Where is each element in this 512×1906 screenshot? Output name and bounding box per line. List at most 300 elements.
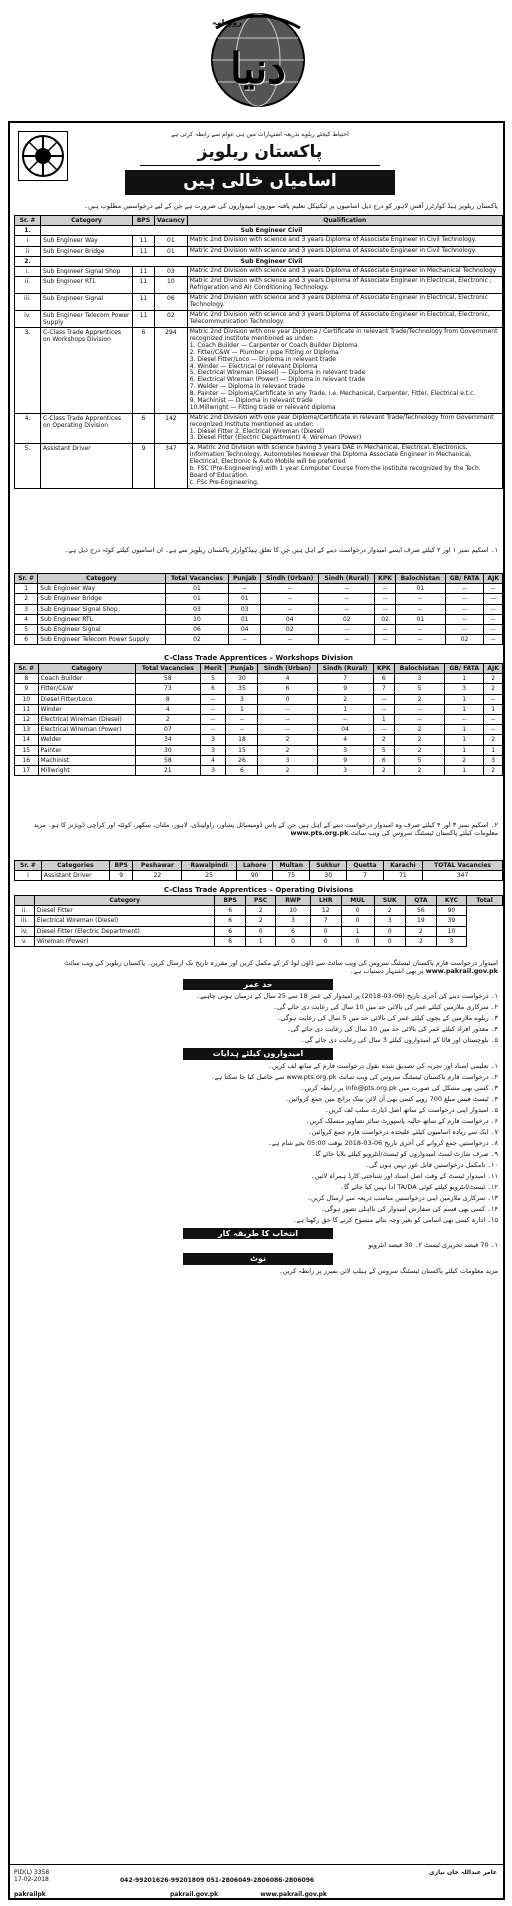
table-cell: 4 [200,755,226,765]
table-cell: -- [484,635,503,645]
sr-cell: 4. [15,413,41,444]
table-cell: 1 [445,694,484,704]
column-header: KPK [375,574,396,584]
column-header: AJK [484,664,503,674]
list-item: ۷۔ ایک سے زیادہ اسامیوں کیلئے علیحدہ درخواست فارم جمع کروائیں۔ [307,1127,498,1136]
table-cell: -- [200,714,226,724]
table-cell: 2 [373,735,394,745]
table-cell: 17 [15,765,39,775]
column-header: Punjab [229,574,261,584]
table-cell: Coach Builder [38,674,136,684]
newspaper-name: دنیا [230,44,286,93]
table-cell: 0 [310,936,341,946]
table-cell: 01 [229,594,261,604]
table-cell: 7 [373,684,394,694]
table-cell: 1 [445,674,484,684]
org-title: پاکستان ریلویز [140,142,380,166]
list-item: ۸۔ درخواستیں جمع کروانے کی آخری تاریخ 06-03-2018 بوقت 05:00 بجے شام ہے۔ [268,1138,498,1147]
table-row [15,594,503,604]
table-cell: -- [445,624,484,634]
table-cell: -- [445,604,484,614]
column-header: Vacancy [155,216,188,226]
table-row [15,413,503,444]
railways-emblem [18,131,68,181]
table-cell: 07 [136,725,200,735]
list-item: ۹۔ صرف شارٹ لسٹ امیدواروں کو ٹیسٹ/انٹرویو کیلئے بلایا جائے گا۔ [311,1149,498,1158]
table-cell: 1 [317,704,373,714]
assistant-driver-table [14,860,503,881]
table-cell: 2 [394,735,444,745]
table-cell: 6 [373,674,394,684]
table-row [15,871,503,881]
table-cell: 2 [406,926,437,936]
column-header: Quetta [347,861,383,871]
bps-cell: 11 [133,293,155,310]
table-cell: 6 [226,765,258,775]
table-cell: Sub Engineer Signal Shop [38,604,165,614]
table-cell: 2 [394,694,444,704]
table-row [15,277,503,294]
vacancy-cell: 03 [155,266,188,276]
table-cell: 1 [445,745,484,755]
column-header: LHR [310,896,341,906]
section-number: 1. [15,226,41,236]
railway-badge-icon [19,132,67,180]
table-cell: -- [319,635,375,645]
table-cell: 2 [317,694,373,704]
table-cell: -- [445,594,484,604]
table-row [15,635,503,645]
table-cell: 71 [383,871,422,881]
qualification-line: 10.Millwright — Fitting trade or relevant diploma [189,403,336,411]
table-cell: -- [319,624,375,634]
column-header: Balochistan [395,574,445,584]
column-header: QTA [406,896,437,906]
bps-cell: 11 [133,310,155,327]
table-cell: 9 [317,755,373,765]
table-cell: -- [317,714,373,724]
table-row [15,624,503,634]
social-handle-link[interactable]: pakrailpk [14,1891,46,1898]
pid-number: PID(L) 3358 [14,1869,50,1876]
table-cell: 58 [136,674,200,684]
qualification-line: Matric 2nd Division with science and 3 years Diploma of Associate Engineer in Electrical, Electronic , Refrigeration and Air Conditioning Technology. [189,277,492,292]
section-title: Sub Engineer Civil [41,256,503,266]
list-item: ۱۰۔ نامکمل درخواستیں قابل غور نہیں ہوں گی۔ [365,1160,498,1169]
table-cell: 2 [258,745,317,755]
list-item: ۳۔ کسی بھی مشکل کی صورت میں info@pts.org.pk پر رابطہ کریں۔ [300,1083,498,1092]
table-cell: Painter [38,745,136,755]
bps-cell: 11 [133,277,155,294]
table-cell: 56 [406,906,437,916]
table-row [15,236,503,246]
table-cell: 9 [15,684,39,694]
table-cell: 30 [226,674,258,684]
table-cell: 3 [374,916,406,926]
table-cell: 1 [445,735,484,745]
table-cell: 1 [15,584,38,594]
table-cell: 01 [395,614,445,624]
list-item: ۱۵۔ ادارہ کسی بھی اسامی کو بغیر وجہ بتائے منسوخ کرنے کا حق رکھتا ہے۔ [292,1215,498,1224]
table-cell: 4 [258,674,317,684]
column-header: BPS [109,861,133,871]
pts-website-link[interactable]: www.pts.org.pk [290,828,349,837]
table-cell: 2 [258,735,317,745]
category-cell: Sub Engineer Telecom Power Supply [41,310,133,327]
table-cell: 02 [165,635,229,645]
vacancy-cell: 10 [155,277,188,294]
table-cell: 7 [317,674,373,684]
table-cell: 6 [373,755,394,765]
table-cell: -- [484,725,503,735]
column-header: Sindh (Urban) [261,574,319,584]
pakrail-full-link[interactable]: www.pakrail.gov.pk [260,1891,327,1898]
qualification-line: Matric 2nd Division with one year Diploma/Certificate in relevant Trade/Technology from Government recognized Institute mentioned as under: [189,413,494,428]
column-header: Sindh (Rural) [319,574,375,584]
table-cell: 2 [484,765,503,775]
table-cell: 9 [109,871,133,881]
column-header: Rawalpindi [182,861,237,871]
table-cell: Sub Engineer Way [38,584,165,594]
table-cell: 90 [436,906,466,916]
qualification-line: 6. Electrical Wireman (Power) — Diploma in relevant trade [189,376,366,384]
table-cell: -- [373,725,394,735]
table-cell: 2 [394,725,444,735]
newspaper-masthead [0,0,512,120]
table-cell: 26 [226,755,258,765]
table-cell: 0 [276,936,311,946]
table-cell: 02 [445,635,484,645]
list-item: ۱۔ 70 فیصد تحریری ٹیسٹ ۲۔ 30 فیصد انٹرویو [368,1241,498,1250]
column-header: Sr. # [15,216,41,226]
vacancies-banner: اسامیاں خالی ہیں [125,170,395,195]
table-cell: 3 [258,755,317,765]
note-list [18,1268,498,1276]
pakrail-site-link[interactable] [170,1891,327,1898]
column-header: TOTAL Vacancies [423,861,503,871]
table-cell: 8 [15,674,39,684]
vacancy-cell: 02 [155,310,188,327]
instructions-list [18,1063,498,1225]
column-header: SUK [374,896,406,906]
table-cell: 7 [347,871,383,881]
qualification-line: a. Matric 2nd Division with science having 3 years DAE in Mechanical, Electrical, Electronics, Information Technology, Automobiles however the Diploma Associate Engineer in Mechanical, Electrical, Electronic & Auto Mobile will be preferred [189,444,472,466]
table-cell: 16 [15,755,39,765]
table-cell: 02 [261,624,319,634]
table-row [15,674,503,684]
table-row [15,444,503,488]
sr-cell: ii. [15,277,41,294]
helpline-numbers: 042-99201626-99201809 051-2806049-2806086-2806096 [120,1877,315,1884]
table-cell: Sub Engineer RTL [38,614,165,624]
column-header: Category [41,216,133,226]
ad-footer [10,1864,503,1900]
table-cell: 1 [373,714,394,724]
note-heading: نوٹ [183,1253,333,1265]
list-item: ۱۱۔ امیدوار ٹیسٹ کے وقت اصل اسناد اور شناختی کارڈ ہمراہ لائیں۔ [310,1171,498,1180]
table-row [15,916,503,926]
table-cell: 1 [445,725,484,735]
table-cell: 25 [182,871,237,881]
qualification-line: Matric 2nd Division with one year Diploma / Certificate in relevant Trade/Technology from Government recognized Institute mentioned as under: [189,328,498,342]
table-cell: 2 [445,755,484,765]
table-cell: Sub Engineer Bridge [38,594,165,604]
table-cell: 0 [310,926,341,936]
signatory-name: عامر عبداللہ خان نیازی [429,1869,497,1876]
table-cell: 13 [15,725,39,735]
table-cell: i [15,871,42,881]
table-row [15,310,503,327]
table-cell: 01 [165,584,229,594]
table-cell: 1 [341,926,374,936]
table-cell: 10 [436,926,466,936]
table-cell: Diesel Fitter [34,906,214,916]
vacancy-cell: 347 [155,444,188,488]
table-cell: 90 [236,871,272,881]
table-cell: 01 [229,614,261,624]
table-cell: Fitter/C&W [38,684,136,694]
table-cell: -- [394,704,444,714]
table-cell: -- [319,584,375,594]
table-row [15,584,503,594]
table-cell: Electrical Wireman (Diesel) [38,714,136,724]
column-header: BPS [215,896,246,906]
column-header: Categories [41,861,109,871]
vacancy-cell: 06 [155,293,188,310]
column-header: Sr. # [15,861,42,871]
table-cell: 3 [484,755,503,765]
bps-cell: 9 [133,444,155,488]
section-row [15,256,503,266]
sr-cell: 3. [15,328,41,414]
qualification-line: 5. Electrical Wireman (Diesel) — Diploma in relevant trade [189,369,366,377]
table-cell: 04 [229,624,261,634]
bps-cell: 11 [133,246,155,256]
table-cell: iv. [15,926,35,936]
table-cell: 3 [317,765,373,775]
table-cell: 0 [245,926,275,936]
pid-block [14,1869,49,1883]
table-cell: -- [394,714,444,724]
table-cell: 14 [15,735,39,745]
table-cell: -- [445,584,484,594]
table-cell: -- [319,604,375,614]
table-cell: Winder [38,704,136,714]
qualification-cell [187,310,502,327]
table-cell: 11 [15,704,39,714]
caution-note: احتیاط کیجئے ریلوے بذریعہ اشتہارات میں ہی عوام سے رابطہ کرتی ہے [171,131,349,138]
table-cell: 30 [310,871,347,881]
qualification-line: 3. Diesel Fitter (Electric Department) 4. Wireman (Power) [189,434,362,442]
table-cell: -- [258,714,317,724]
table-cell: -- [484,624,503,634]
list-item: ۶۔ درخواست فارم کے ساتھ حالیہ پاسپورٹ سائز تصاویر منسلک کریں۔ [305,1116,498,1125]
table-cell: 347 [423,871,503,881]
table-cell: 6 [215,916,246,926]
table-cell: 39 [436,916,466,926]
table-cell: -- [395,635,445,645]
table-cell: 6 [276,926,311,936]
column-header-sr [15,896,35,906]
table-cell: -- [200,725,226,735]
table-cell: 6 [215,906,246,916]
table-cell: -- [375,604,396,614]
category-cell: Sub Engineer RTL [41,277,133,294]
table-cell: -- [229,584,261,594]
pakrail-short-link[interactable]: pakrail.gov.pk [170,1891,219,1898]
list-item: ۱۴۔ کسی بھی قسم کی سفارش امیدوار کی نااہلی تصور ہوگی۔ [320,1204,498,1213]
sr-cell: iv. [15,310,41,327]
sr-cell: iii. [15,293,41,310]
table-cell: Machinist [38,755,136,765]
list-item: ۱۲۔ ٹیسٹ/انٹرویو کیلئے کوئی TA/DA ادا نہیں کیا جائے گا۔ [340,1182,498,1191]
list-item: ۵۔ بلوچستان اور فاٹا کے امیدواروں کیلئے 3 سال کی رعایت دی جائے گی۔ [300,1036,498,1045]
table-cell: -- [200,694,226,704]
table-cell: 12 [310,906,341,916]
qualification-line: Matric 2nd Division with science and 3 years Diploma of Associate Engineer in Mechanical Technology [189,266,497,274]
column-header: Karachi [383,861,422,871]
intro-text: پاکستان ریلویز ہیڈ کوارٹرز آفس لاہور کو درج ذیل اسامیوں پر ٹیکنیکل تعلیم یافتہ موزوں امیدواروں کی ضرورت ہے جن کے لیے درخواستیں مطلوب ہیں۔ [84,202,498,210]
table-cell: 2 [258,765,317,775]
qualification-line: 3. Diesel Fitter/Loco — Diploma in relevant trade [189,355,336,363]
newspaper-subtitle: روزنامہ [212,18,242,27]
qualification-line: Matric 2nd Division with science and 3 years Diploma of Associate Engineer in Civil Technology. [189,246,477,254]
section-title: Sub Engineer Civil [41,226,503,236]
table-cell: 6 [215,926,246,936]
qualification-cell [187,328,502,414]
column-header: Sukkur [310,861,347,871]
category-cell: Sub Engineer Bridge [41,246,133,256]
table-cell: 06 [165,624,229,634]
list-item: ۴۔ معذور افراد کیلئے عمر کی بالائی حد میں 10 سال کی رعایت دی جائے گی۔ [286,1025,498,1034]
table-cell: 7 [310,916,341,926]
table-cell: 3 [200,745,226,755]
bps-cell: 6 [133,413,155,444]
table-cell: 12 [15,714,39,724]
table-cell: 3 [200,765,226,775]
column-header: Sr. # [15,664,39,674]
table-cell: 3 [200,735,226,745]
quota-table-workshops [14,663,503,776]
section-number: 2. [15,256,41,266]
table-cell: 2 [484,674,503,684]
table-cell: Welder [38,735,136,745]
workshops-table-title: C-Class Trade Apprentices – Workshops Division [164,654,353,662]
table-cell: -- [226,725,258,735]
table-cell: 3 [276,916,311,926]
table-cell: 0 [374,926,406,936]
table-row [15,704,503,714]
age-limit-heading: حد عمر [183,979,333,991]
table-row [15,246,503,256]
job-advertisement [8,121,505,1900]
qualification-line: 7. Welder — Diploma in relevant trade [189,383,305,391]
table-cell: 2 [484,735,503,745]
column-header: RWP [276,896,311,906]
table-cell: 2 [373,765,394,775]
table-cell: --- [484,594,503,604]
table-cell: Wireman (Power) [34,936,214,946]
table-row [15,765,503,775]
table-cell: -- [261,604,319,614]
table-cell: 15 [15,745,39,755]
table-cell: 03 [165,604,229,614]
list-item: ۱۳۔ سرکاری ملازمین اپنی درخواستیں مناسب ذریعہ سے ارسال کریں۔ [307,1193,498,1202]
table-row [15,906,503,916]
table-cell: 22 [133,871,182,881]
table-row [15,714,503,724]
qualification-line: Matric 2nd Division with science and 3 years Diploma of Associate Engineer in Electrical, Electronic, Telecommunication Technology. [189,310,490,325]
table-cell: 04 [261,614,319,624]
table-cell: -- [375,624,396,634]
qualification-line: c. FSc Pre-Engineering. [189,478,259,486]
table-cell: 3 [226,694,258,704]
table-cell: -- [373,704,394,714]
table-cell: 1 [226,704,258,714]
table-cell: 6 [15,635,38,645]
table-cell: -- [484,604,503,614]
apply-paragraph [18,960,498,976]
table-cell: 15 [226,745,258,755]
table-cell: 2 [136,714,200,724]
category-cell: Sub Engineer Signal [41,293,133,310]
column-header: Category [38,664,136,674]
application-instructions [18,960,498,1279]
table-cell: 3 [317,745,373,755]
category-cell: C-Class Trade Apprentices on Workshops Division [41,328,133,414]
qualification-cell [187,293,502,310]
vacancy-cell: 142 [155,413,188,444]
table-cell: -- [375,584,396,594]
column-header: KYC [436,896,466,906]
apply-text: امیدوار درخواست فارم پاکستان ٹیسٹنگ سروس کی ویب سائٹ سے ڈاؤن لوڈ کر کے مکمل کریں اور مقررہ تاریخ تک ارسال کریں۔ پاکستان ریلویز کی ویب سائٹ [64,959,498,967]
table-cell: 30 [136,745,200,755]
table-cell: 2 [394,745,444,755]
table-cell: Diesel Fitter/Loco [38,694,136,704]
table-cell: 10 [165,614,229,624]
table-cell: Diesel Fitter (Electric Department) [34,926,214,936]
column-header: Peshawar [133,861,182,871]
table-cell: -- [258,725,317,735]
column-header: Balochistan [394,664,444,674]
sr-cell: ii [15,246,41,256]
table-row [15,755,503,765]
table-cell: 19 [406,916,437,926]
list-item: مزید معلومات کیلئے پاکستان ٹیسٹنگ سروس کے ہیلپ لائن نمبرز پر رابطہ کریں۔ [278,1266,498,1275]
table-cell: -- [395,624,445,634]
table-row [15,694,503,704]
quota-note-2 [18,822,498,838]
table-cell: 01 [165,594,229,604]
table-cell: 2 [406,936,437,946]
table-cell: 58 [136,755,200,765]
list-item: ۵۔ امیدوار اپنی درخواست کے ساتھ اصل ڈپازٹ سلپ لف کریں۔ [324,1105,498,1114]
table-cell: 6 [200,684,226,694]
list-item: ۲۔ سرکاری ملازمین کیلئے عمر کی بالائی حد میں 10 سال کی رعایت دی جائے گی۔ [273,1003,498,1012]
table-cell: -- [375,594,396,604]
table-cell: -- [484,614,503,624]
table-cell: 4 [15,614,38,624]
table-cell: iii. [15,916,35,926]
column-header: GB/ FATA [445,574,484,584]
table-cell: 18 [226,735,258,745]
column-header: Punjab [226,664,258,674]
qualification-cell [187,236,502,246]
table-cell: v. [15,936,35,946]
selection-heading: انتخاب کا طریقہ کار [183,1228,333,1240]
column-header: Lahore [236,861,272,871]
pakrail-website-link[interactable]: www.pakrail.gov.pk [425,966,498,975]
